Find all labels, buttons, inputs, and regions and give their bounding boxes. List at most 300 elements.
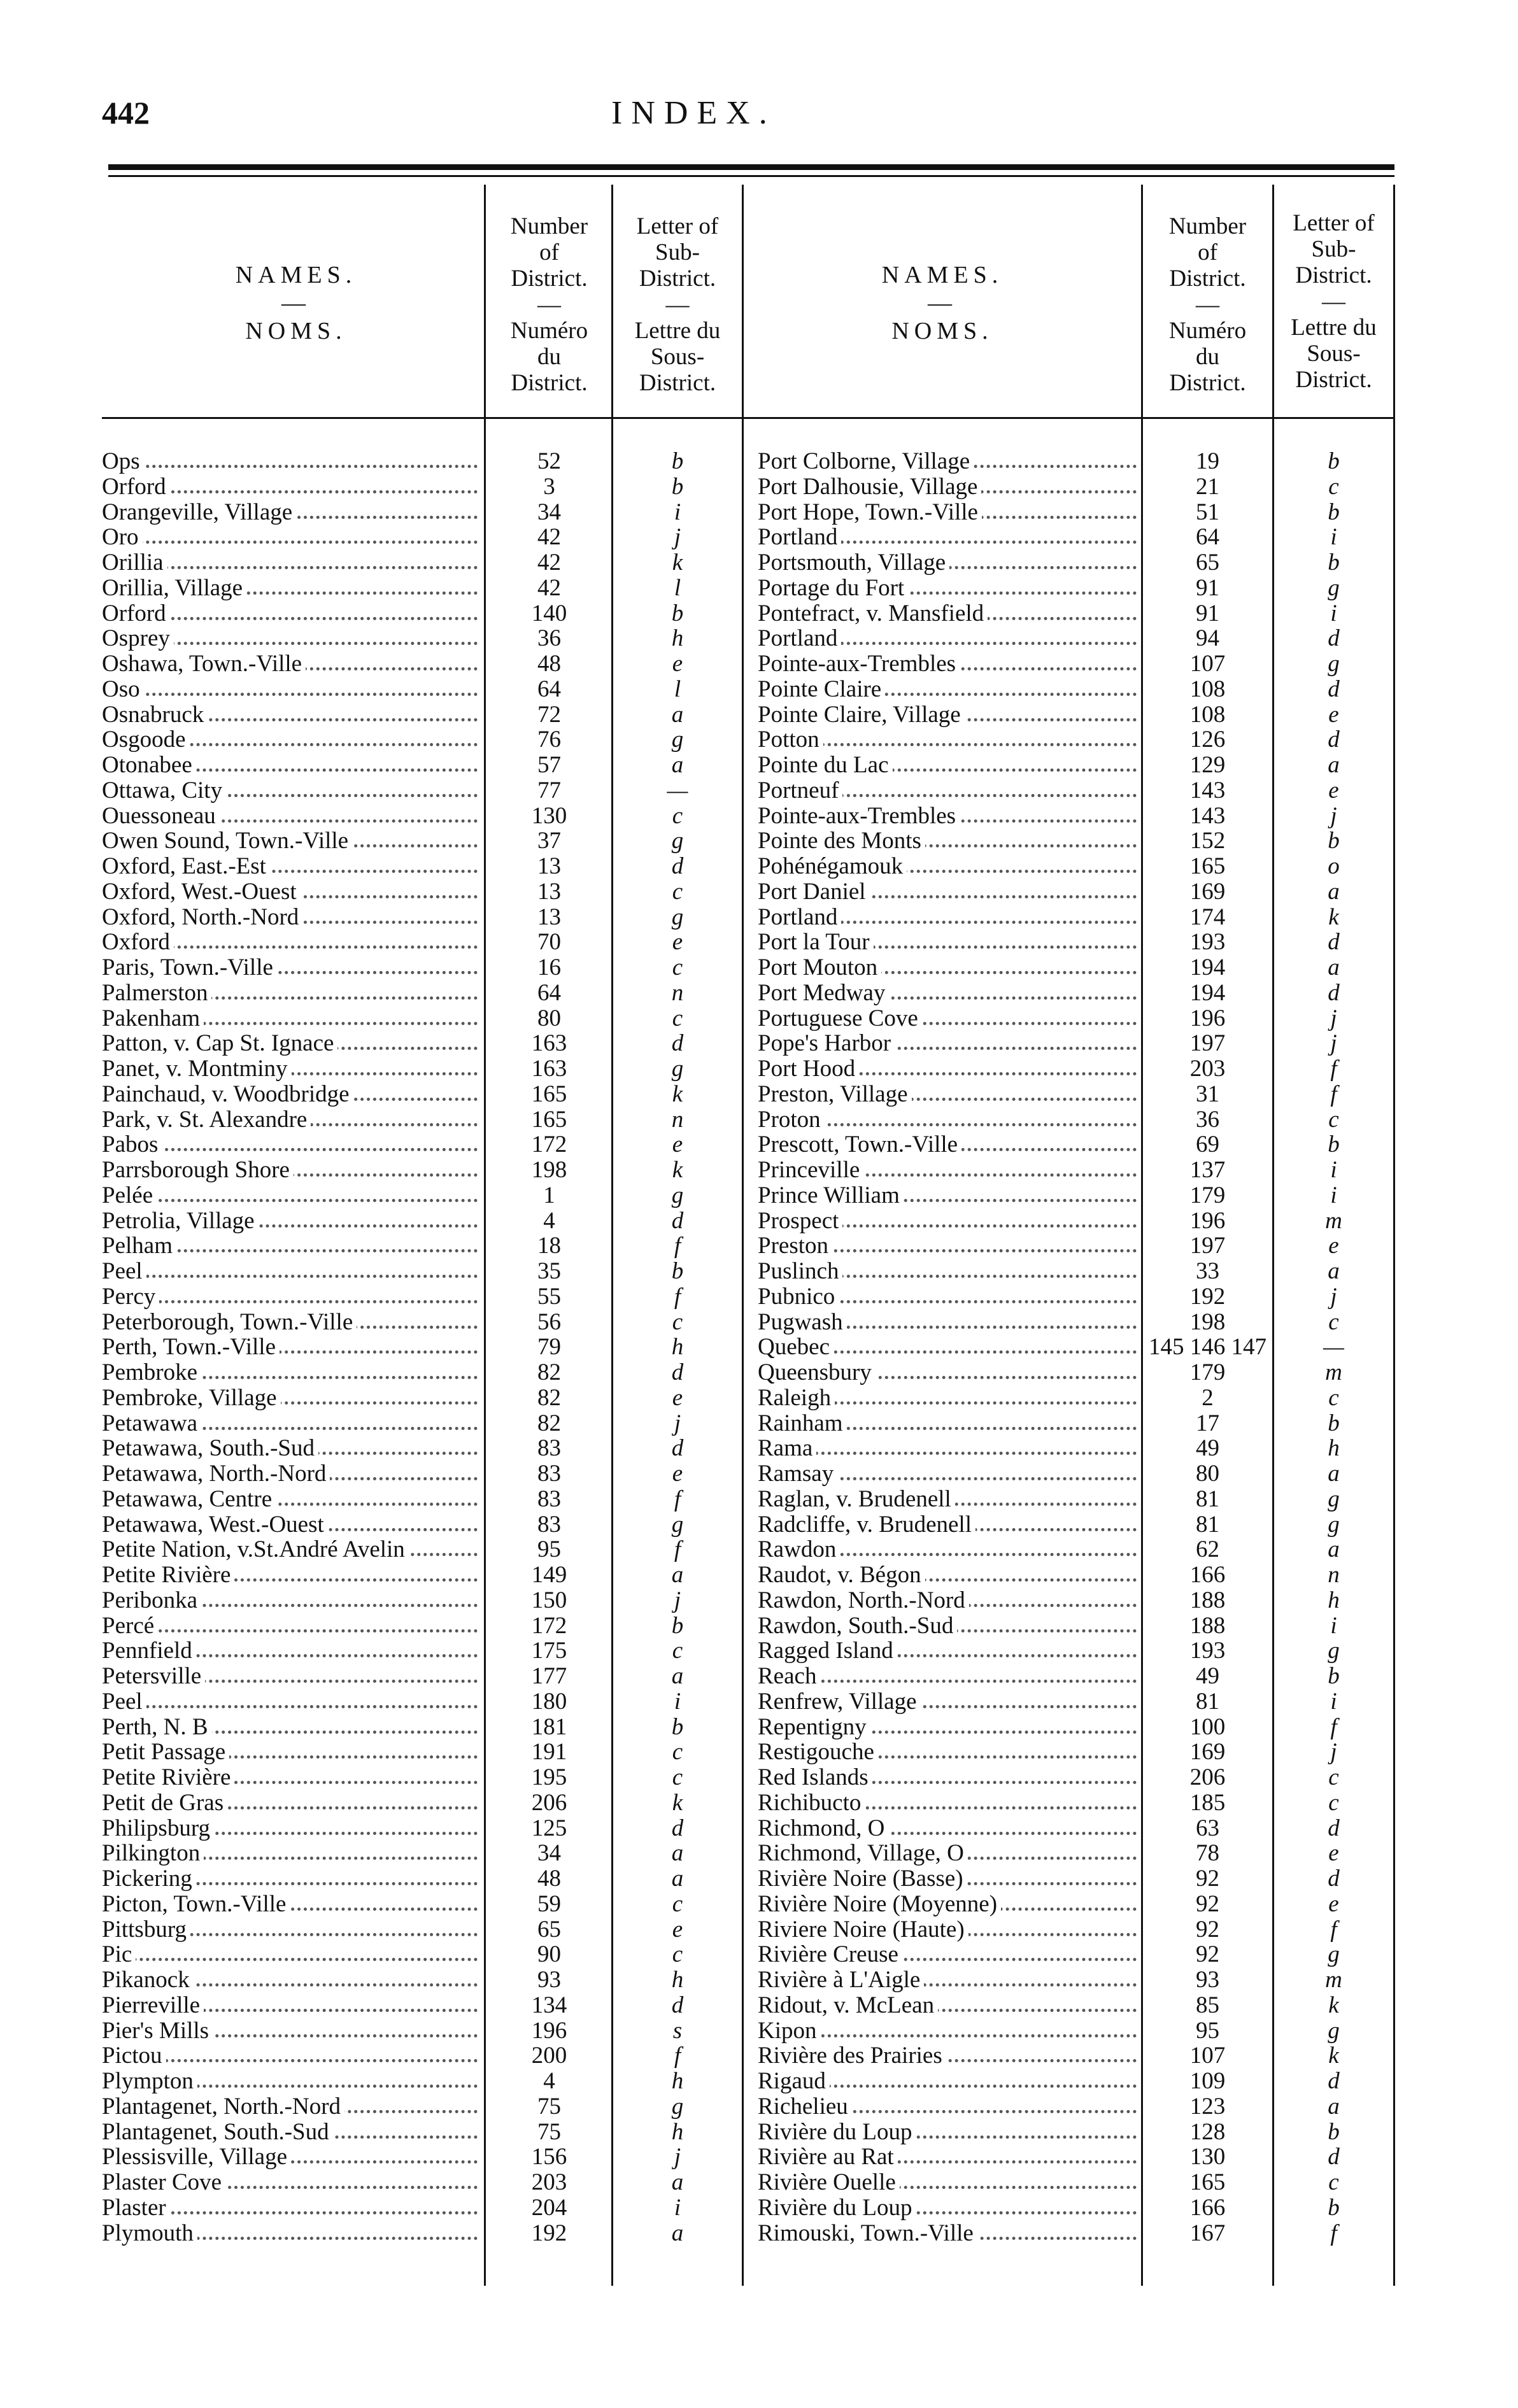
entry-name — [758, 1310, 1137, 1335]
table-row — [0, 879, 1518, 904]
sub-district-letter: l — [674, 574, 681, 601]
district-number: 70 — [537, 929, 561, 956]
table-row — [0, 1461, 1518, 1486]
sub-district-letter: a — [1328, 878, 1340, 905]
table-row — [0, 1715, 1518, 1739]
sub-district-letter: e — [1328, 1890, 1339, 1917]
entry-name-text: Richibucto — [758, 1790, 865, 1815]
sub-district-letter: c — [672, 1764, 683, 1790]
entry-name-text: Rivière du Loup — [758, 2195, 916, 2220]
entry-name-text: Petite Rivière — [102, 1562, 234, 1587]
table-row — [0, 1790, 1518, 1815]
entry-name — [758, 1866, 1137, 1891]
district-number: 19 — [1196, 448, 1219, 474]
sub-district-letter: j — [1330, 1005, 1337, 1031]
table-row — [0, 500, 1518, 525]
sub-district-letter: c — [1328, 1106, 1339, 1133]
sub-district-letter: f — [1330, 1713, 1337, 1740]
table-row — [0, 1411, 1518, 1436]
entry-name-text: Percy — [102, 1284, 159, 1309]
sub-district-letter: c — [672, 954, 683, 981]
table-row — [0, 727, 1518, 752]
district-number: 64 — [537, 979, 561, 1006]
number-header-right: Number of District. — Numéro du District. — [1168, 213, 1247, 396]
table-row — [0, 1866, 1518, 1891]
sub-district-letter: d — [671, 1435, 684, 1462]
district-number: 200 — [531, 2043, 567, 2069]
sub-district-letter: b — [1328, 2118, 1340, 2145]
district-number: 83 — [537, 1485, 561, 1512]
sub-district-letter: e — [672, 1384, 683, 1411]
sub-district-letter: b — [1328, 549, 1340, 576]
sub-district-letter: j — [674, 1587, 681, 1613]
entry-name-text: Rivière Noire (Moyenne) — [758, 1892, 1001, 1916]
district-number: 36 — [1196, 1106, 1219, 1133]
table-row — [0, 854, 1518, 879]
entry-name-text: Rawdon, North.-Nord — [758, 1588, 969, 1613]
table-row — [0, 1942, 1518, 1967]
entry-name-text: Rivière Ouelle — [758, 2170, 900, 2195]
district-number: 64 — [1196, 524, 1219, 551]
district-number: 181 — [531, 1713, 567, 1740]
table-row — [0, 1436, 1518, 1461]
number-header-left: Number of District. — Numéro du District. — [510, 213, 588, 396]
entry-name-text: Picton, Town.-Ville — [102, 1892, 290, 1916]
district-number: 93 — [1196, 1967, 1219, 1993]
entry-name-text: Portland — [758, 525, 841, 549]
district-number: 13 — [537, 853, 561, 879]
entry-name-text: Pennfield — [102, 1638, 196, 1663]
sub-district-letter: d — [1328, 676, 1340, 702]
sub-district-letter: e — [672, 929, 683, 956]
entry-name — [758, 2221, 1137, 2246]
sub-district-letter: e — [672, 651, 683, 677]
entry-name — [758, 1942, 1137, 1967]
district-number: 85 — [1196, 1992, 1219, 2018]
entry-name-text: Port Mouton — [758, 955, 881, 980]
entry-name-text: Oso — [102, 677, 144, 702]
district-number: 62 — [1196, 1536, 1219, 1563]
sub-district-letter: j — [1330, 802, 1337, 829]
sub-district-letter: c — [672, 1638, 683, 1664]
entry-name — [758, 879, 1137, 904]
district-number: 188 — [1189, 1612, 1226, 1639]
entry-name-text: Pembroke, Village — [102, 1385, 281, 1410]
district-number: 42 — [537, 524, 561, 551]
entry-name — [758, 1360, 1137, 1385]
entry-name — [758, 1765, 1137, 1790]
entry-name — [758, 525, 1137, 549]
entry-name — [758, 1512, 1137, 1537]
entry-name — [758, 727, 1137, 752]
sub-district-letter: g — [1328, 1638, 1340, 1664]
district-number: 129 — [1189, 752, 1226, 778]
entry-name-text: Rimouski, Town.-Ville — [758, 2221, 977, 2246]
sub-district-letter: e — [672, 1461, 683, 1487]
entry-name-text: Renfrew, Village — [758, 1689, 921, 1714]
entry-name — [758, 1917, 1137, 1942]
entry-name-text: Oxford — [102, 930, 174, 954]
entry-name-text: Pointe des Monts — [758, 828, 925, 853]
entry-name — [758, 2069, 1137, 2093]
sub-district-letter: c — [1328, 2169, 1339, 2195]
entry-name — [758, 1284, 1137, 1309]
table-row — [0, 981, 1518, 1005]
district-number: 13 — [537, 878, 561, 905]
sub-district-letter: g — [671, 726, 684, 753]
entry-name — [758, 1967, 1137, 1992]
sub-district-letter: c — [672, 1005, 683, 1031]
district-number: 107 — [1189, 651, 1226, 677]
entry-name-text: Panet, v. Montminy — [102, 1056, 292, 1081]
sub-district-letter: k — [1328, 903, 1339, 930]
entry-name — [758, 2018, 1137, 2043]
district-number: 166 — [1189, 2194, 1226, 2221]
entry-name — [758, 576, 1137, 600]
district-number: 166 — [1189, 1562, 1226, 1588]
district-number: 204 — [531, 2194, 567, 2221]
entry-name-text: Plessisville, Village — [102, 2144, 291, 2169]
district-number: 4 — [543, 1207, 555, 1234]
table-row — [0, 1158, 1518, 1182]
sub-district-letter: d — [1328, 1866, 1340, 1892]
district-number: 197 — [1189, 1233, 1226, 1259]
entry-name-text: Petrolia, Village — [102, 1208, 259, 1233]
sub-district-letter: — — [1323, 1334, 1344, 1361]
sub-district-letter: i — [1330, 600, 1337, 627]
sub-district-letter: k — [672, 1080, 683, 1107]
sub-district-letter: a — [1328, 1258, 1340, 1284]
entry-name-text: Pier's Mills — [102, 2018, 213, 2043]
table-row — [0, 2120, 1518, 2144]
entry-name — [758, 1790, 1137, 1815]
district-number: 92 — [1196, 1916, 1219, 1943]
entry-name-text: Oshawa, Town.-Ville — [102, 651, 306, 676]
entry-name — [758, 1841, 1137, 1866]
district-number: 109 — [1189, 2068, 1226, 2094]
entry-name-text: Perth, N. B — [102, 1715, 212, 1739]
entry-name-text: Pointe Claire, Village — [758, 702, 965, 727]
entry-name-text: Richelieu — [758, 2094, 852, 2119]
entry-name — [758, 1158, 1137, 1182]
district-number: 64 — [537, 676, 561, 702]
entry-name — [758, 1385, 1137, 1410]
district-number: 35 — [537, 1258, 561, 1284]
entry-name-text: Rivière Creuse — [758, 1942, 902, 1967]
table-row — [0, 1512, 1518, 1537]
entry-name — [758, 1132, 1137, 1157]
sub-district-letter: s — [672, 2017, 683, 2044]
sub-district-letter: b — [671, 600, 684, 627]
entry-name — [758, 550, 1137, 575]
entry-name-text: Rama — [758, 1436, 816, 1461]
sub-district-letter: i — [1330, 1612, 1337, 1639]
entry-name — [758, 1689, 1137, 1714]
entry-name-text: Pugwash — [758, 1310, 847, 1335]
entry-name-text: Petawawa, North.-Nord — [102, 1461, 330, 1486]
entry-name-text: Portneuf — [758, 778, 842, 803]
entry-name-text: Radcliffe, v. Brudenell — [758, 1512, 975, 1537]
entry-name-text: Pointe-aux-Trembles — [758, 651, 960, 676]
entry-name-text: Pilkington — [102, 1841, 204, 1866]
sub-district-letter: g — [671, 1511, 684, 1538]
table-row — [0, 1967, 1518, 1992]
entry-name — [758, 1562, 1137, 1587]
entry-name — [758, 778, 1137, 803]
entry-name-text: Quebec — [758, 1335, 833, 1359]
entry-name-text: Prescott, Town.-Ville — [758, 1132, 961, 1157]
district-number: 193 — [1189, 1638, 1226, 1664]
sub-district-letter: i — [674, 499, 681, 525]
district-number: 130 — [1189, 2144, 1226, 2171]
entry-name — [758, 1082, 1137, 1107]
sub-district-letter: c — [1328, 1308, 1339, 1335]
entry-name-text: Queensbury — [758, 1360, 876, 1385]
sub-district-letter: b — [1328, 1663, 1340, 1689]
sub-district-letter: m — [1325, 1967, 1342, 1993]
entry-name-text: Preston — [758, 1233, 832, 1258]
sub-district-letter: e — [672, 1131, 683, 1158]
sub-district-letter: j — [674, 2144, 681, 2171]
entry-name-text: Port la Tour — [758, 930, 874, 954]
entry-name-text: Raleigh — [758, 1385, 835, 1410]
district-number: 185 — [1189, 1789, 1226, 1816]
district-number: 163 — [531, 1030, 567, 1057]
sub-district-letter: b — [1328, 448, 1340, 474]
district-number: 193 — [1189, 929, 1226, 956]
district-number: 49 — [1196, 1663, 1219, 1689]
entry-name-text: Princeville — [758, 1158, 863, 1182]
entry-name-text: Osprey — [102, 626, 174, 651]
entry-name-text: Peel — [102, 1259, 146, 1284]
district-number: 82 — [537, 1359, 561, 1385]
district-number: 92 — [1196, 1866, 1219, 1892]
district-number: 80 — [537, 1005, 561, 1031]
district-number: 175 — [531, 1638, 567, 1664]
entry-name — [758, 1233, 1137, 1258]
entry-name — [758, 1031, 1137, 1056]
table-row — [0, 1892, 1518, 1916]
sub-district-letter: d — [1328, 625, 1340, 652]
entry-name-text: Osnabruck — [102, 702, 208, 727]
district-number: 108 — [1189, 701, 1226, 728]
sub-district-letter: i — [1330, 1157, 1337, 1183]
sub-district-letter: g — [1328, 574, 1340, 601]
district-number: 196 — [531, 2017, 567, 2044]
district-number: 94 — [1196, 625, 1219, 652]
district-number: 57 — [537, 752, 561, 778]
district-number: 203 — [531, 2169, 567, 2195]
district-number: 167 — [1189, 2220, 1226, 2246]
district-number: 48 — [537, 651, 561, 677]
district-number: 82 — [537, 1410, 561, 1436]
entry-name-text: Pikanock — [102, 1967, 194, 1992]
entry-name — [758, 1993, 1137, 2018]
table-row — [0, 905, 1518, 930]
entry-name-text: Plantagenet, South.-Sud — [102, 2120, 333, 2144]
entry-name-text: Puslinch — [758, 1259, 842, 1284]
sub-district-letter: m — [1325, 1359, 1342, 1385]
table-row — [0, 1816, 1518, 1841]
district-number: 196 — [1189, 1207, 1226, 1234]
district-number: 78 — [1196, 1840, 1219, 1867]
entry-name-text: Patton, v. Cap St. Ignace — [102, 1031, 337, 1056]
district-number: 137 — [1189, 1157, 1226, 1183]
district-number: 82 — [537, 1384, 561, 1411]
district-number: 192 — [531, 2220, 567, 2246]
district-number: 108 — [1189, 676, 1226, 702]
district-number: 4 — [543, 2068, 555, 2094]
district-number: 55 — [537, 1283, 561, 1310]
entry-name-text: Richmond, O — [758, 1816, 888, 1841]
sub-district-letter: a — [671, 1866, 684, 1892]
entry-name-text: Petawawa, South.-Sud — [102, 1436, 318, 1461]
district-number: 37 — [537, 828, 561, 854]
table-row — [0, 2144, 1518, 2169]
table-row — [0, 2221, 1518, 2246]
table-row — [0, 1082, 1518, 1107]
table-row — [0, 1132, 1518, 1157]
entry-name-text: Port Colborne, Village — [758, 449, 974, 474]
sub-district-letter: h — [671, 1967, 684, 1993]
entry-name-text: Orangeville, Village — [102, 500, 296, 525]
sub-district-letter: f — [674, 1283, 681, 1310]
entry-name — [758, 1588, 1137, 1613]
sub-district-letter: b — [1328, 828, 1340, 854]
sub-district-letter: k — [672, 1157, 683, 1183]
entry-name-text: Ragged Island — [758, 1638, 897, 1663]
entry-name-text: Orford — [102, 474, 170, 499]
sub-district-letter: e — [1328, 1233, 1339, 1259]
entry-name-text: Ramsay — [758, 1461, 837, 1486]
sub-district-letter: n — [671, 1106, 684, 1133]
district-number: 34 — [537, 499, 561, 525]
entry-name-text: Port Hood — [758, 1056, 859, 1081]
sub-district-letter: g — [671, 2093, 684, 2120]
sub-district-letter: h — [671, 2118, 684, 2145]
district-number: 198 — [531, 1157, 567, 1183]
sub-district-letter: i — [1330, 524, 1337, 551]
sub-district-letter: a — [671, 1663, 684, 1689]
sub-district-letter: j — [1330, 1739, 1337, 1766]
sub-district-letter: l — [674, 676, 681, 702]
sub-district-letter: f — [674, 1233, 681, 1259]
entry-name — [758, 1638, 1137, 1663]
entry-name-text: Pakenham — [102, 1006, 204, 1031]
district-number: 75 — [537, 2093, 561, 2120]
entry-name — [758, 1056, 1137, 1081]
district-number: 18 — [537, 1233, 561, 1259]
entry-name-text: Peribonka — [102, 1588, 201, 1613]
entry-name-text: Potton — [758, 727, 823, 752]
sub-district-letter: h — [671, 1334, 684, 1361]
entry-name-text: Pierreville — [102, 1993, 204, 2018]
entry-name-text: Pembroke — [102, 1360, 201, 1385]
table-row — [0, 930, 1518, 954]
entry-name-text: Rivière du Loup — [758, 2120, 916, 2144]
table-row — [0, 525, 1518, 549]
sub-district-letter: a — [1328, 752, 1340, 778]
entry-name — [758, 804, 1137, 828]
entry-name-text: Port Medway — [758, 981, 889, 1005]
table-row — [0, 1335, 1518, 1359]
sub-district-letter: g — [1328, 2017, 1340, 2044]
table-row — [0, 702, 1518, 727]
district-number: 16 — [537, 954, 561, 981]
district-number: 198 — [1189, 1308, 1226, 1335]
entry-name-text: Pelée — [102, 1183, 157, 1208]
district-number: 91 — [1196, 574, 1219, 601]
sub-district-letter: b — [671, 1258, 684, 1284]
sub-district-letter: a — [671, 701, 684, 728]
table-row — [0, 1031, 1518, 1056]
sub-district-letter: f — [1330, 1916, 1337, 1943]
entry-name-text: Portage du Fort — [758, 576, 908, 600]
sub-district-letter: d — [671, 1207, 684, 1234]
district-number: 17 — [1196, 1410, 1219, 1436]
table-row — [0, 1638, 1518, 1663]
table-row — [0, 2195, 1518, 2220]
table-row — [0, 1588, 1518, 1613]
entry-name-text: Raudot, v. Bégon — [758, 1562, 925, 1587]
entry-name — [758, 753, 1137, 777]
district-number: 81 — [1196, 1688, 1219, 1715]
entry-name-text: Plaster Cove — [102, 2170, 225, 2195]
table-row — [0, 2043, 1518, 2068]
entry-name — [758, 1006, 1137, 1031]
entry-name — [758, 1537, 1137, 1562]
sub-district-letter: e — [1328, 701, 1339, 728]
sub-district-letter: d — [1328, 929, 1340, 956]
table-row — [0, 449, 1518, 474]
district-number: 83 — [537, 1461, 561, 1487]
entry-name-text: Plantagenet, North.-Nord — [102, 2094, 344, 2119]
table-row — [0, 1664, 1518, 1689]
district-number: 203 — [1189, 1056, 1226, 1082]
district-number: 95 — [537, 1536, 561, 1563]
sub-district-letter: e — [672, 1916, 683, 1943]
entry-name — [758, 702, 1137, 727]
table-row — [0, 1765, 1518, 1790]
entry-name-text: Prince William — [758, 1183, 904, 1208]
district-number: 51 — [1196, 499, 1219, 525]
sub-district-letter: b — [1328, 499, 1340, 525]
table-row — [0, 677, 1518, 702]
district-number: 128 — [1189, 2118, 1226, 2145]
entry-name-text: Paris, Town.-Ville — [102, 955, 277, 980]
names-header-right: NAMES. — NOMS. — [881, 262, 1004, 344]
entry-name — [758, 1411, 1137, 1436]
entry-name-text: Pabos — [102, 1132, 162, 1157]
sub-district-letter: o — [1328, 853, 1340, 879]
district-number: 90 — [537, 1941, 561, 1968]
table-row — [0, 828, 1518, 853]
entry-name — [758, 1664, 1137, 1689]
entry-name — [758, 1183, 1137, 1208]
district-number: 52 — [537, 448, 561, 474]
sub-district-letter: c — [1328, 1384, 1339, 1411]
district-number: 92 — [1196, 1941, 1219, 1968]
district-number: 2 — [1202, 1384, 1214, 1411]
entry-name-text: Plymouth — [102, 2221, 197, 2246]
sub-district-letter: f — [674, 1485, 681, 1512]
entry-name — [758, 2043, 1137, 2068]
sub-district-letter: g — [671, 903, 684, 930]
entry-name-text: Parrsborough Shore — [102, 1158, 294, 1182]
entry-name-text: Philipsburg — [102, 1816, 214, 1841]
district-number: 134 — [531, 1992, 567, 2018]
sub-district-letter: d — [1328, 2144, 1340, 2171]
